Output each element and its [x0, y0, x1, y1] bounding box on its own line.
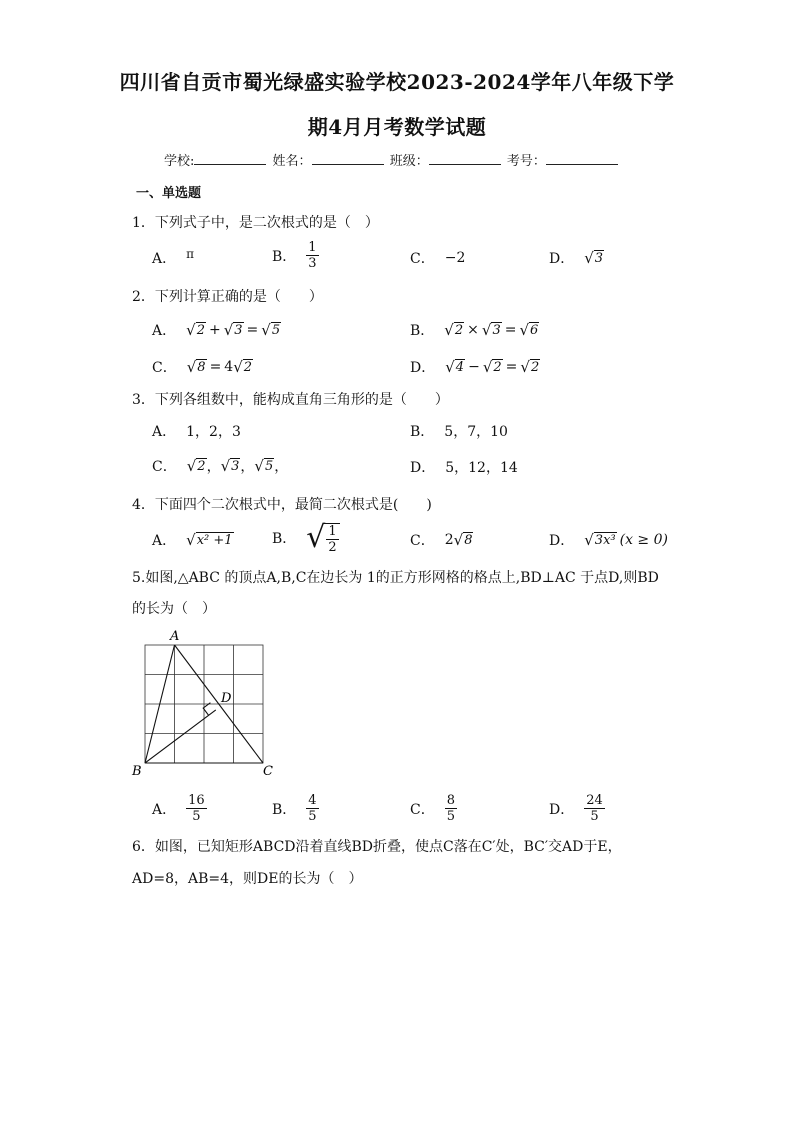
- option-label: A．: [152, 533, 177, 549]
- radical: √ x² +1: [186, 531, 233, 549]
- radical: √ 2: [186, 321, 205, 339]
- q4-option-a[interactable]: [152, 530, 234, 550]
- q1-option-b[interactable]: [272, 240, 319, 271]
- value: 5，12，14: [445, 460, 518, 476]
- segment-bd: [145, 710, 216, 763]
- coefficient: 2: [444, 532, 454, 548]
- value: 5，7，10: [444, 424, 508, 440]
- label-c: C: [263, 764, 273, 779]
- equals: =: [505, 359, 518, 375]
- question-3-stem: 3．下列各组数中，能构成直角三角形的是（ ）: [132, 392, 449, 408]
- radical: √ 8: [453, 531, 473, 549]
- fraction: $\frac{1}{3}$: [308, 240, 317, 271]
- option-label: D．: [549, 533, 575, 549]
- fraction: $\frac{24}{5}$: [586, 793, 603, 824]
- class-label: 班级：: [389, 154, 429, 169]
- radical: √ 8: [186, 358, 206, 376]
- q4-option-d[interactable]: [549, 530, 668, 550]
- q5-option-b[interactable]: [272, 793, 319, 824]
- option-label: D．: [410, 360, 436, 376]
- q3-option-d[interactable]: [410, 457, 518, 477]
- option-label: C．: [410, 801, 435, 818]
- operator: +: [208, 322, 221, 338]
- radical: √ 2: [520, 358, 540, 376]
- radical: √ 5: [254, 457, 274, 475]
- radical: √ 2: [444, 321, 464, 339]
- option-label: B．: [410, 424, 435, 440]
- radical: √ 3: [223, 321, 243, 339]
- radical: √ 3: [584, 249, 604, 267]
- question-5-stem-line1: 5.如图,△ABC 的顶点A,B,C在边长为 1的正方形网格的格点上,BD⊥AC 于点D,则BD: [132, 570, 659, 586]
- square-grid: [145, 645, 263, 763]
- question-6-stem-line2: AD=8，AB=4，则DE的长为（ ）: [132, 871, 363, 887]
- radical: √ 2: [233, 358, 253, 376]
- name-blank[interactable]: [312, 152, 384, 165]
- option-label: A．: [152, 424, 177, 440]
- option-label: B．: [410, 323, 435, 339]
- option-label: C．: [152, 459, 177, 475]
- q5-option-a[interactable]: [152, 793, 207, 824]
- q3-option-c[interactable]: [152, 456, 288, 476]
- q2-option-d[interactable]: [410, 357, 540, 377]
- radical-fraction: √ $\frac{1}{2}$: [306, 521, 339, 555]
- name-label: 姓名：: [272, 154, 312, 169]
- question-1-stem: 1．下列式子中，是二次根式的是（ ）: [132, 215, 379, 231]
- condition: (x ≥ 0): [619, 532, 668, 548]
- section-title: 一、单选题: [136, 186, 202, 201]
- radical: √ 5: [261, 321, 281, 339]
- fraction: $\frac{4}{5}$: [308, 793, 317, 824]
- radical: √ 2: [482, 358, 502, 376]
- q3-option-a[interactable]: [152, 421, 241, 441]
- radical: √ 4: [445, 358, 465, 376]
- value: −2: [444, 250, 466, 266]
- option-label: D．: [549, 251, 575, 267]
- option-label: B．: [272, 248, 297, 265]
- question-4-stem: 4．下面四个二次根式中，最简二次根式是( ): [132, 497, 432, 513]
- exam-no-blank[interactable]: [546, 152, 618, 165]
- q5-option-c[interactable]: [410, 793, 457, 824]
- option-label: C．: [410, 533, 435, 549]
- value: 1，2，3: [186, 424, 241, 440]
- q2-option-c[interactable]: [152, 357, 253, 377]
- q1-option-a[interactable]: [152, 248, 194, 268]
- operator: −: [468, 359, 480, 375]
- equals: =: [209, 359, 222, 375]
- fraction: $\frac{16}{5}$: [188, 793, 205, 824]
- option-label: B．: [272, 531, 297, 547]
- pi-symbol: π: [186, 247, 195, 261]
- label-b: B: [132, 764, 142, 779]
- question-2-stem: 2．下列计算正确的是（ ）: [132, 289, 323, 305]
- option-label: A．: [152, 251, 177, 267]
- student-info-row: [164, 150, 620, 169]
- label-d: D: [221, 691, 232, 706]
- option-label: A．: [152, 323, 177, 339]
- radical: √ 3x³: [584, 531, 616, 549]
- q4-option-c[interactable]: [410, 530, 473, 550]
- separator: ，: [206, 459, 221, 475]
- option-label: C．: [410, 251, 435, 267]
- page-title-line1: 四川省自贡市蜀光绿盛实验学校2023-2024学年八年级下学: [119, 70, 675, 94]
- q3-option-b[interactable]: [410, 421, 508, 441]
- grid-triangle-figure: [128, 626, 288, 781]
- q1-option-d[interactable]: [549, 248, 604, 268]
- q1-option-c[interactable]: [410, 248, 465, 268]
- q2-option-b[interactable]: [410, 320, 539, 340]
- class-blank[interactable]: [429, 152, 501, 165]
- equals: =: [246, 322, 259, 338]
- option-label: A．: [152, 801, 177, 818]
- q4-option-b[interactable]: [272, 521, 340, 555]
- option-label: B．: [272, 801, 297, 818]
- fraction: $\frac{8}{5}$: [446, 793, 455, 824]
- exam-no-label: 考号：: [506, 154, 546, 169]
- option-label: C．: [152, 360, 177, 376]
- radical: √ 6: [519, 321, 539, 339]
- school-label: 学校:: [164, 154, 195, 169]
- question-6-stem-line1: 6．如图，已知矩形ABCD沿着直线BD折叠，使点C落在C′处，BC′交AD于E，: [132, 839, 622, 855]
- page-title-line2: 期4月月考数学试题: [307, 115, 487, 139]
- radical: √ 2: [186, 457, 206, 475]
- separator: ，: [274, 459, 289, 475]
- radical: √ 3: [481, 321, 501, 339]
- separator: ，: [240, 459, 255, 475]
- option-label: D．: [549, 801, 575, 818]
- radical: √ 3: [220, 457, 240, 475]
- equals: =: [504, 322, 517, 338]
- q5-option-d[interactable]: [549, 793, 605, 824]
- school-blank[interactable]: [194, 152, 266, 165]
- operator: ×: [467, 322, 479, 338]
- label-a: A: [170, 629, 180, 644]
- option-label: D．: [410, 460, 436, 476]
- q2-option-a[interactable]: [152, 320, 281, 340]
- question-5-stem-line2: 的长为（ ）: [132, 601, 216, 617]
- coefficient: 4: [224, 359, 234, 375]
